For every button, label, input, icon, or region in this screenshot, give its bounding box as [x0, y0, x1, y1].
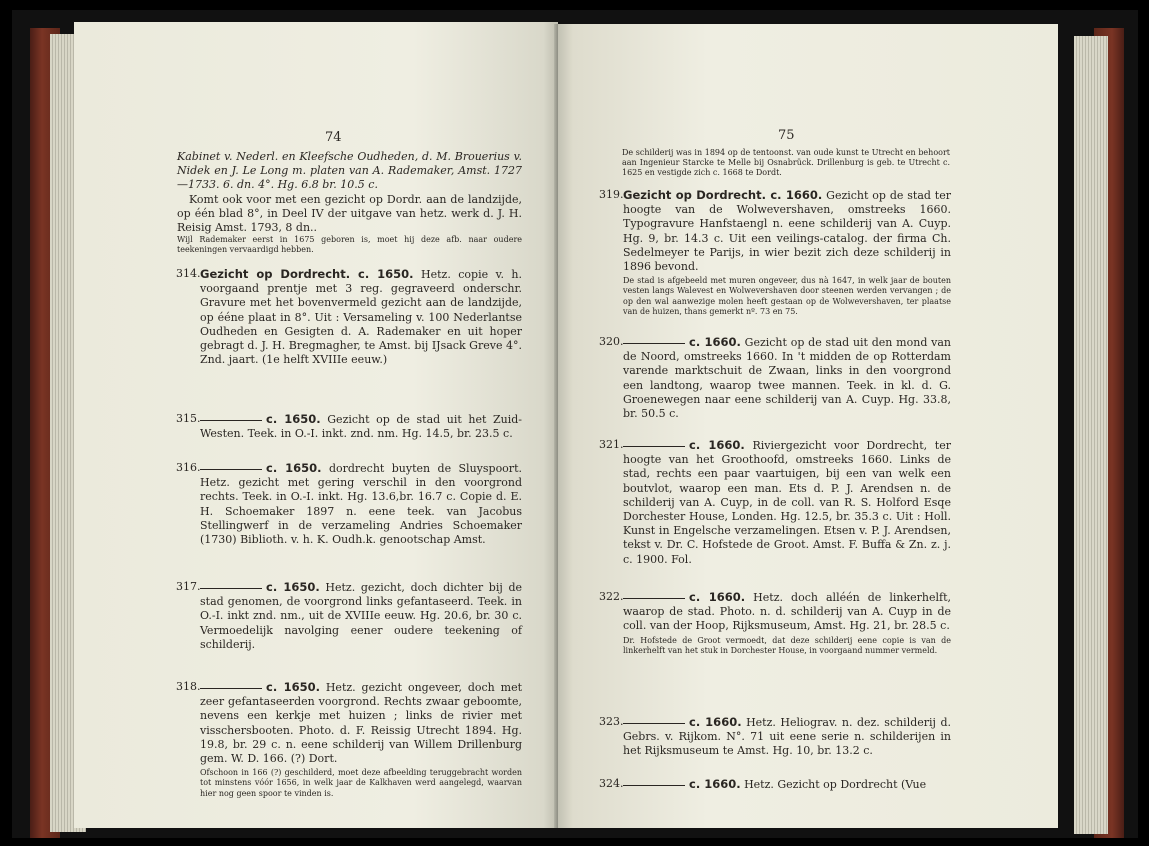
entry-315 [176, 412, 522, 441]
entry-318 [176, 680, 523, 799]
entry-321 [599, 438, 951, 567]
entry-number: 321. [599, 438, 624, 451]
entry-note: Dr. Hofstede de Groot vermoedt, dat deze schilderij eene copie is van de linkerhelft van het stuk in Dorchester House, in voorgaand nummer vermeld. [623, 635, 951, 655]
entry-324 [599, 777, 951, 792]
entry-number: 323. [599, 715, 624, 728]
ditto-dash [623, 598, 685, 599]
ditto-dash [623, 446, 685, 447]
entry-text: Gezicht op de stad uit het Zuid-Westen. Teek. in O.-I. inkt. znd. nm. Hg. 14.5, br. 23.5 c. [200, 413, 522, 441]
entry-text: Riviergezicht voor Dordrecht, ter hoogte van het Groothoofd, omstreeks 1660. Links de stad, rechts een paar vaartuigen, bij een van welk een boutvlot, waarop een man. Ets d. P. J. Arendsen n. de schilderij van A. Cuyp, in de coll. van R. S. Holford Esqe Dorchester House, Londen. Hg. 12.5, br. 35.3 c. Uit : Holl. Kunst in Engelsche verzamelingen. Etsen v. P. J. Arendsen, tekst v. Dr. C. Hofstede de Groot. Amst. F. Buffa & Zn. z. j. c. 1900. Fol. [623, 439, 951, 566]
entry-number: 322. [599, 590, 624, 603]
intro-text: Kabinet v. Nederl. en Kleefsche Oudheden, d. M. Brouerius v. Nidek en J. Le Long m. platen van A. Rademaker, Amst. 1727—1733. 6. dn. 4°. Hg. 6.8 br. 10.5 c. [177, 150, 522, 192]
entry-text: Hetz. gezicht, doch dichter bij de stad genomen, de voorgrond links gefantaseerd. Teek. in O.-I. inkt znd. nm., uit de XVIIIe eeuw. Hg. 20.6, br. 30 c. Vermoedelijk navolging eener oudere teekening of schilderij. [200, 581, 522, 651]
entry-heading: Gezicht op Dordrecht. c. 1650. [200, 267, 414, 281]
entry-heading: c. 1650. [266, 412, 321, 426]
ditto-dash [200, 469, 262, 470]
entry-heading: c. 1660. [689, 335, 741, 349]
entry-text: Hetz. Gezicht op Dordrecht (Vue [744, 778, 927, 791]
right-page [558, 24, 1058, 828]
ditto-dash [200, 588, 262, 589]
entry-heading: c. 1660. [689, 590, 746, 604]
top-note-text: De schilderij was in 1894 op de tentoonst. van oude kunst te Utrecht en behoort aan Ingenieur Starcke te Melle bij Osnabrück. Drillenburg is geb. te Utrecht c. 1625 en vestigde zich c. 1668 te Dordt. [622, 148, 950, 178]
ditto-dash [200, 688, 262, 689]
entry-322 [599, 590, 951, 656]
ditto-dash [200, 420, 262, 421]
entry-number: 316. [176, 461, 201, 474]
ditto-dash [623, 343, 685, 344]
entry-text: Hetz. doch alléén de linkerhelft, waarop de stad. Photo. n. d. schilderij van A. Cuyp in de coll. van der Hoop, Rijksmuseum, Amst. Hg. 21, br. 28.5 c. [623, 591, 951, 633]
entry-320 [599, 335, 952, 421]
entry-number: 320. [599, 335, 624, 348]
entry-note: Ofschoon in 166 (?) geschilderd, moet deze afbeelding teruggebracht worden tot minstens vóór 1656, in welk jaar de Kalkhaven werd aangelegd, waarvan hier nog geen spoor te vinden is. [200, 768, 522, 798]
left-page-number: 74 [325, 130, 342, 145]
entry-heading: c. 1650. [266, 680, 320, 694]
entry-319 [599, 188, 951, 317]
entry-number: 315. [176, 412, 201, 425]
entry-heading: c. 1660. [689, 777, 741, 791]
right-page-number: 75 [778, 128, 795, 143]
entry-heading: Gezicht op Dordrecht. c. 1660. [623, 188, 823, 202]
ditto-dash [623, 723, 685, 724]
entry-317 [176, 580, 522, 652]
intro-note: Wijl Rademaker eerst in 1675 geboren is, moet hij deze afb. naar oudere teekeningen vervaardigd hebben. [177, 235, 522, 255]
right-page-edges [1074, 36, 1108, 834]
intro-line2: Komt ook voor met een gezicht op Dordr. aan de landzijde, op één blad 8°, in Deel IV der uitgave van hetz. werk d. J. H. Reisig Amst. 1793, 8 dn.. [177, 192, 522, 235]
entry-text: Gezicht op de stad ter hoogte van de Wolwevershaven, omstreeks 1660. Typogravure Hanfstaengl n. eene schilderij van A. Cuyp. Hg. 9, br. 14.3 c. Uit een veilings-catalog. der firma Ch. Sedelmeyer te Parijs, in wier bezit zich deze schilderij in 1896 bevond. [623, 189, 951, 274]
entry-heading: c. 1650. [266, 580, 320, 594]
ditto-dash [623, 785, 685, 786]
entry-text: Hetz. Heliograv. n. dez. schilderij d. Gebrs. v. Rijkom. N°. 71 uit eene serie n. schilderijen in het Rijksmuseum te Amst. Hg. 10, br. 13.2 c. [623, 716, 951, 758]
entry-number: 324. [599, 777, 624, 790]
entry-heading: c. 1650. [266, 461, 322, 475]
entry-text: Hetz. copie v. h. voorgaand prentje met 3 reg. gegraveerd onderschr. Gravure met het bovenvermeld gezicht aan de landzijde, op ééne plaat in 8°. Uit : Versameling v. 100 Nederlantse Oudheden en Gesigten d. A. Rademaker en uit hoper gebragt d. J. H. Bregmagher, te Amst. bij IJsack Greve 4°. Znd. jaart. (1e helft XVIIIe eeuw.) [200, 268, 522, 367]
entry-number: 314. [176, 267, 201, 280]
entry-note: De stad is afgebeeld met muren ongeveer, dus nà 1647, in welk jaar de bouten vesten langs Walevest en Wolwevershaven door steenen werden vervangen ; de op den wal aanwezige molen heeft gestaan op de Wolwevershaven, ter plaatse van de huizen, thans gemerkt nº. 73 en 75. [623, 276, 951, 316]
entry-number: 317. [176, 580, 201, 593]
entry-316 [176, 461, 522, 547]
entry-heading: c. 1660. [689, 715, 742, 729]
entry-number: 318. [176, 680, 201, 693]
right-top-note [622, 148, 950, 179]
entry-heading: c. 1660. [689, 438, 745, 452]
left-intro [177, 150, 522, 256]
entry-323 [599, 715, 951, 759]
entry-314 [176, 267, 522, 367]
entry-text: Gezicht op de stad uit den mond van de Noord, omstreeks 1660. In 't midden de op Rotterdam varende marktschuit de Zwaan, links in den voorgrond een landtong, waarop twee mannen. Teek. in kl. d. G. Groenewegen naar eene schilderij van A. Cuyp. Hg. 33.8, br. 50.5 c. [623, 336, 952, 421]
entry-text: Hetz. gezicht ongeveer, doch met zeer gefantaseerden voorgrond. Rechts zwaar geboomte, nevens een kerkje met huizen ; links de rivier met visschersbooten. Photo. d. F. Reissig Utrecht 1894. Hg. 19.8, br. 29 c. n. eene schilderij van Willem Drillenburg gem. W. D. 166. (?) Dort. [200, 681, 523, 766]
entry-number: 319. [599, 188, 624, 201]
entry-text: dordrecht buyten de Sluyspoort. Hetz. gezicht met gering verschil in den voorgrond rechts. Teek. in O.-I. inkt. Hg. 13.6,br. 16.7 c. Copie d. E. H. Schoemaker 1897 n. eene teek. van Jacobus Stellingwerf in de verzameling Andries Schoemaker (1730) Biblioth. v. h. K. Oudh.k. genootschap Amst. [200, 462, 522, 547]
